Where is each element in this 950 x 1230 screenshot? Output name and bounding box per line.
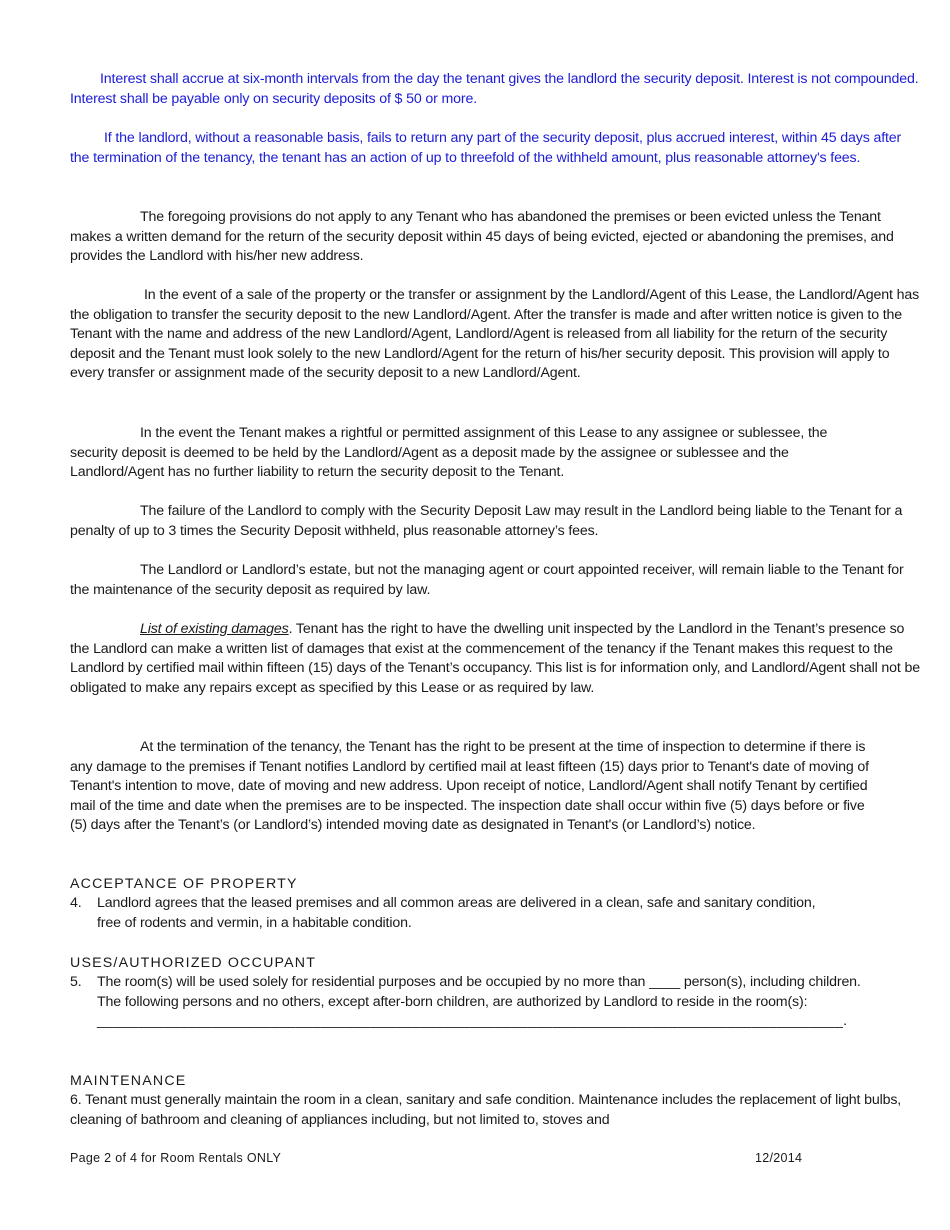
- acceptance-number: 4.: [70, 895, 82, 911]
- acceptance-item: [70, 894, 840, 933]
- interest-accrual-paragraph: Interest shall accrue at six-month intervals from the day the tenant gives the landlord the security deposit. Interest is not compounded. Interest shall be payable only on security deposits of $ 50 or more.: [70, 71, 919, 107]
- maintenance-text: 6. Tenant must generally maintain the room in a clean, sanitary and safe condition. Maintenance includes the replacement of light bulbs, cleaning of bathroom and cleaning of appliances including, but not limited to, stoves and: [70, 1092, 902, 1128]
- existing-damages-paragraph: [70, 620, 922, 698]
- sale-transfer-paragraph: In the event of a sale of the property or the transfer or assignment by the Landlord/Agent of this Lease, the Landlord/Agent has the obligation to transfer the security deposit to the new Landlord/Agent. After the transfer is made and after written notice is given to the Tenant with the name and address of the new Landlord/Agent, Landlord/Agent is released from all liability for the return of the security deposit and the Tenant must look solely to the new Landlord/Agent for the return of his/her security deposit. This provision will apply to every transfer or assignment made of the security deposit to a new Landlord/Agent.: [70, 287, 920, 382]
- uses-number: 5.: [70, 974, 82, 990]
- uses-text: The room(s) will be used solely for residential purposes and be occupied by no more than ____ person(s), including children. The following persons and no others, except after-born children, are authorized by Landlord to reside in the room(s):: [97, 974, 861, 1010]
- estate-paragraph: The Landlord or Landlord’s estate, but not the managing agent or court appointed receiver, will remain liable to the Tenant for the maintenance of the security deposit as required by law.: [70, 562, 904, 598]
- existing-damages-title: List of existing damages: [140, 621, 289, 637]
- failure-to-return-paragraph: If the landlord, without a reasonable basis, fails to return any part of the security deposit, plus accrued interest, within 45 days after the termination of the tenancy, the tenant has an action of up to threefold of the withheld amount, plus reasonable attorney's fees.: [70, 130, 902, 166]
- inspection-paragraph: At the termination of the tenancy, the Tenant has the right to be present at the time of inspection to determine if there is any damage to the premises if Tenant notifies Landlord by certified mail at least fifteen (15) days prior to Tenant's date of moving of Tenant's intention to move, date of moving and new address. Upon receipt of notice, Landlord/Agent shall notify Tenant by certified mail of the time and date when the premises are to be inspected. The inspection date shall occur within five (5) days before or five (5) days after the Tenant’s (or Landlord’s) intended moving date as designated in Tenant's (or Landlord’s) notice.: [70, 739, 869, 834]
- uses-item: [70, 973, 870, 1032]
- acceptance-heading: ACCEPTANCE OF PROPERTY: [70, 876, 298, 892]
- acceptance-text: Landlord agrees that the leased premises and all common areas are delivered in a clean, safe and sanitary condition, free of rodents and vermin, in a habitable condition.: [97, 895, 816, 931]
- penalty-paragraph: The failure of the Landlord to comply with the Security Deposit Law may result in the Landlord being liable to the Tenant for a penalty of up to 3 times the Security Deposit withheld, plus reasonable attorney’s fees.: [70, 503, 903, 539]
- maintenance-heading: MAINTENANCE: [70, 1073, 187, 1089]
- page-label: Page 2 of 4 for Room Rentals ONLY: [70, 1151, 282, 1165]
- uses-heading: USES/AUTHORIZED OCCUPANT: [70, 955, 317, 971]
- authorized-persons-blank: __________________________________________________________________________________________.: [97, 1013, 848, 1030]
- uses-body: [97, 973, 870, 1032]
- existing-damages-body: . Tenant has the right to have the dwelling unit inspected by the Landlord in the Tenant’s presence so the Landlord can make a written list of damages that exist at the commencement of the tenancy if the Tenant makes this request to the Landlord by certified mail within fifteen (15) days of the Tenant’s occupancy. This list is for information only, and Landlord/Agent shall not be obligated to make any repairs except as specified by this Lease or as required by law.: [70, 621, 920, 696]
- abandoned-paragraph: The foregoing provisions do not apply to any Tenant who has abandoned the premises or been evicted unless the Tenant makes a written demand for the return of the security deposit within 45 days of being evicted, ejected or abandoning the premises, and provides the Landlord with his/her new address.: [70, 209, 894, 265]
- assignment-paragraph: In the event the Tenant makes a rightful or permitted assignment of this Lease to any assignee or sublessee, the security deposit is deemed to be held by the Landlord/Agent as a deposit made by the assignee or sublessee and the Landlord/Agent has no further liability to return the security deposit to the Tenant.: [70, 425, 828, 481]
- revision-date: 12/2014: [755, 1151, 803, 1165]
